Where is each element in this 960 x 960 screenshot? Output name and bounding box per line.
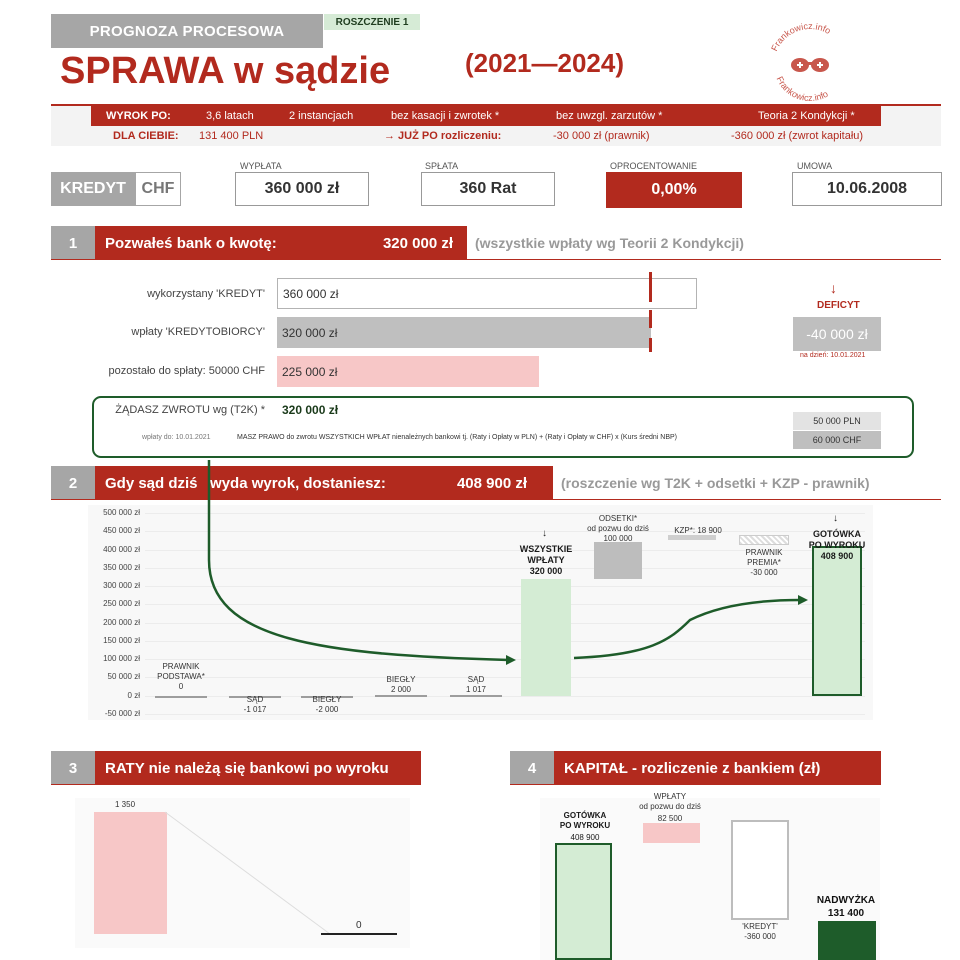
waterfall-label: WSZYSTKIE WPŁATY 320 000 — [519, 544, 573, 576]
section2-number: 2 — [51, 466, 95, 500]
remaining-label: pozostało do spłaty: 50000 CHF — [108, 365, 265, 377]
section3-number: 3 — [51, 751, 95, 785]
repay-label: SPŁATA — [425, 161, 459, 171]
interest-value: 0,00% — [606, 172, 742, 208]
cap-credit-label: 'KREDYT' — [742, 922, 778, 931]
page-title: SPRAWA w sądzie — [60, 50, 391, 92]
cap-cash-value: 408 900 — [570, 833, 600, 842]
arrowhead-icon — [798, 595, 808, 605]
section1-amount: 320 000 zł — [382, 234, 453, 252]
section2-title-text: Gdy sąd dziś wyda wyrok, dostaniesz: — [105, 474, 386, 492]
repay-value: 360 Rat — [421, 172, 555, 206]
waterfall-label: GOTÓWKA PO WYROKU 408 900 — [808, 529, 866, 561]
kredyt-label: KREDYT — [51, 172, 135, 206]
section3-title: RATY nie należą się bankowi po wyroku — [95, 751, 421, 785]
installments-decline — [160, 810, 360, 940]
deficit-arrow-icon: ↓ — [830, 280, 837, 296]
y-tick-label: -50 000 zł — [104, 709, 140, 718]
cap-cash-label: GOTÓWKA PO WYROKU — [559, 811, 611, 830]
section4-number: 4 — [510, 751, 554, 785]
svg-text:Frankowicz.info: Frankowicz.info — [769, 20, 833, 53]
demand-pln: 50 000 PLN — [793, 412, 881, 430]
lawyer-cost: -30 000 zł (prawnik) — [553, 130, 650, 142]
payout-label: WYPŁATA — [240, 161, 282, 171]
verdict-theory: Teoria 2 Kondykcji * — [758, 110, 855, 122]
down-arrow-icon: ↓ — [833, 513, 838, 524]
cap-credit-value: -360 000 — [744, 932, 776, 941]
waterfall-label: ODSETKI* od pozwu do dziś 100 000 — [587, 514, 649, 543]
cap-surplus-label: NADWYŻKA — [816, 895, 876, 906]
cap-payments-value: 82 500 — [657, 814, 683, 823]
section4-title: KAPITAŁ - rozliczenie z bankiem (zł) — [554, 751, 881, 785]
y-tick-label: 150 000 zł — [103, 635, 140, 645]
y-tick-label: 400 000 zł — [103, 544, 140, 554]
cap-cash-bar — [555, 843, 612, 960]
y-tick-label: 500 000 zł — [103, 508, 140, 517]
svg-text:Frankowicz.info: Frankowicz.info — [774, 74, 830, 104]
contract-value: 10.06.2008 — [792, 172, 942, 206]
after-settlement-label: → JUŻ PO rozliczeniu: — [384, 130, 502, 142]
waterfall-label: KZP*: 18 900 — [674, 526, 722, 535]
verdict-years: 3,6 latach — [206, 110, 254, 122]
page-years: (2021—2024) — [465, 48, 624, 78]
deficit-label: DEFICYT — [817, 300, 860, 311]
demand-label: ŻĄDASZ ZWROTU wg (T2K) * — [115, 404, 265, 416]
section3-header — [51, 751, 421, 785]
verdict-cassation: bez kasacji i zwrotek * — [391, 110, 500, 122]
down-arrow-icon: ↓ — [542, 528, 547, 539]
for-you-label: DLA CIEBIE: — [113, 130, 179, 142]
flow-arrow-to-payments — [209, 460, 510, 660]
y-tick-label: 450 000 zł — [103, 526, 140, 536]
used-credit-bar: 360 000 zł — [277, 278, 697, 309]
y-tick-label: 0 zł — [127, 690, 140, 700]
used-credit-label: wykorzystany 'KREDYT' — [147, 288, 265, 300]
capital-return: -360 000 zł (zwrot kapitału) — [731, 130, 864, 142]
installments-start-bar — [94, 812, 167, 934]
payout-value: 360 000 zł — [235, 172, 369, 206]
cap-surplus-bar — [818, 921, 876, 960]
waterfall-label: SĄD -1 017 — [243, 695, 267, 714]
currency-label: CHF — [135, 172, 181, 206]
waterfall-label: BIEGŁY 2 000 — [386, 675, 416, 694]
claim-badge: ROSZCZENIE 1 — [324, 14, 420, 30]
verdict-instances: 2 instancjach — [289, 110, 354, 122]
cap-credit-bar — [731, 820, 789, 920]
y-tick-label: 50 000 zł — [107, 672, 140, 682]
section2-note: (roszczenie wg T2K + odsetki + KZP - prawnik) — [561, 475, 870, 491]
y-tick-label: 100 000 zł — [103, 654, 140, 664]
installments-end-line — [321, 933, 397, 935]
waterfall-label: PRAWNIK PREMIA* -30 000 — [745, 548, 783, 577]
flow-arrow-to-cash — [574, 600, 800, 658]
verdict-objections: bez uwzgl. zarzutów * — [556, 110, 663, 122]
y-tick-label: 350 000 zł — [103, 562, 140, 572]
for-you-value: 131 400 PLN — [199, 130, 264, 142]
demand-note: MASZ PRAWO do zwrotu WSZYSTKICH WPŁAT nienależnych bankowi tj. (Raty i Opłaty w PLN) + (Raty i Opłaty w CHF) x (Kurs średni NBP) — [237, 434, 678, 441]
section4-header — [510, 751, 881, 785]
deficit-date: na dzień: 10.01.2021 — [800, 352, 866, 359]
payments-bar: 320 000 zł — [277, 317, 651, 348]
cap-payments-label: WPŁATY od pozwu do dziś — [639, 792, 701, 811]
demand-value: 320 000 zł — [282, 403, 339, 417]
y-tick-label: 200 000 zł — [103, 617, 140, 627]
contract-label: UMOWA — [797, 161, 833, 171]
section1-title-text: Pozwałeś bank o kwotę: — [105, 234, 277, 252]
interest-label: OPROCENTOWANIE — [610, 161, 698, 171]
verdict-label: WYROK PO: — [106, 110, 171, 122]
waterfall-label: PRAWNIK PODSTAWA* 0 — [157, 662, 205, 691]
remaining-bar: 225 000 zł — [277, 356, 539, 387]
payments-label: wpłaty 'KREDYTOBIORCY' — [131, 326, 265, 338]
arrowhead-icon — [506, 655, 516, 665]
demand-chf: 60 000 CHF — [793, 431, 881, 449]
installments-start-value: 1 350 — [115, 800, 136, 809]
installments-end-value: 0 — [356, 920, 362, 931]
demand-date: wpłaty do: 10.01.2021 — [142, 434, 211, 441]
deficit-value: -40 000 zł — [793, 317, 881, 351]
waterfall-label: SĄD 1 017 — [465, 675, 487, 694]
cap-payments-bar — [643, 823, 700, 843]
section1-note: (wszystkie wpłaty wg Teorii 2 Kondykcji) — [475, 235, 744, 251]
forecast-badge: PROGNOZA PROCESOWA — [51, 14, 323, 48]
y-tick-label: 300 000 zł — [103, 581, 140, 591]
section1-number: 1 — [51, 226, 95, 260]
cap-surplus-value: 131 400 — [827, 908, 865, 919]
section2-amount: 408 900 zł — [456, 474, 527, 492]
waterfall-label: BIEGŁY -2 000 — [312, 695, 342, 714]
y-tick-label: 250 000 zł — [103, 599, 140, 609]
